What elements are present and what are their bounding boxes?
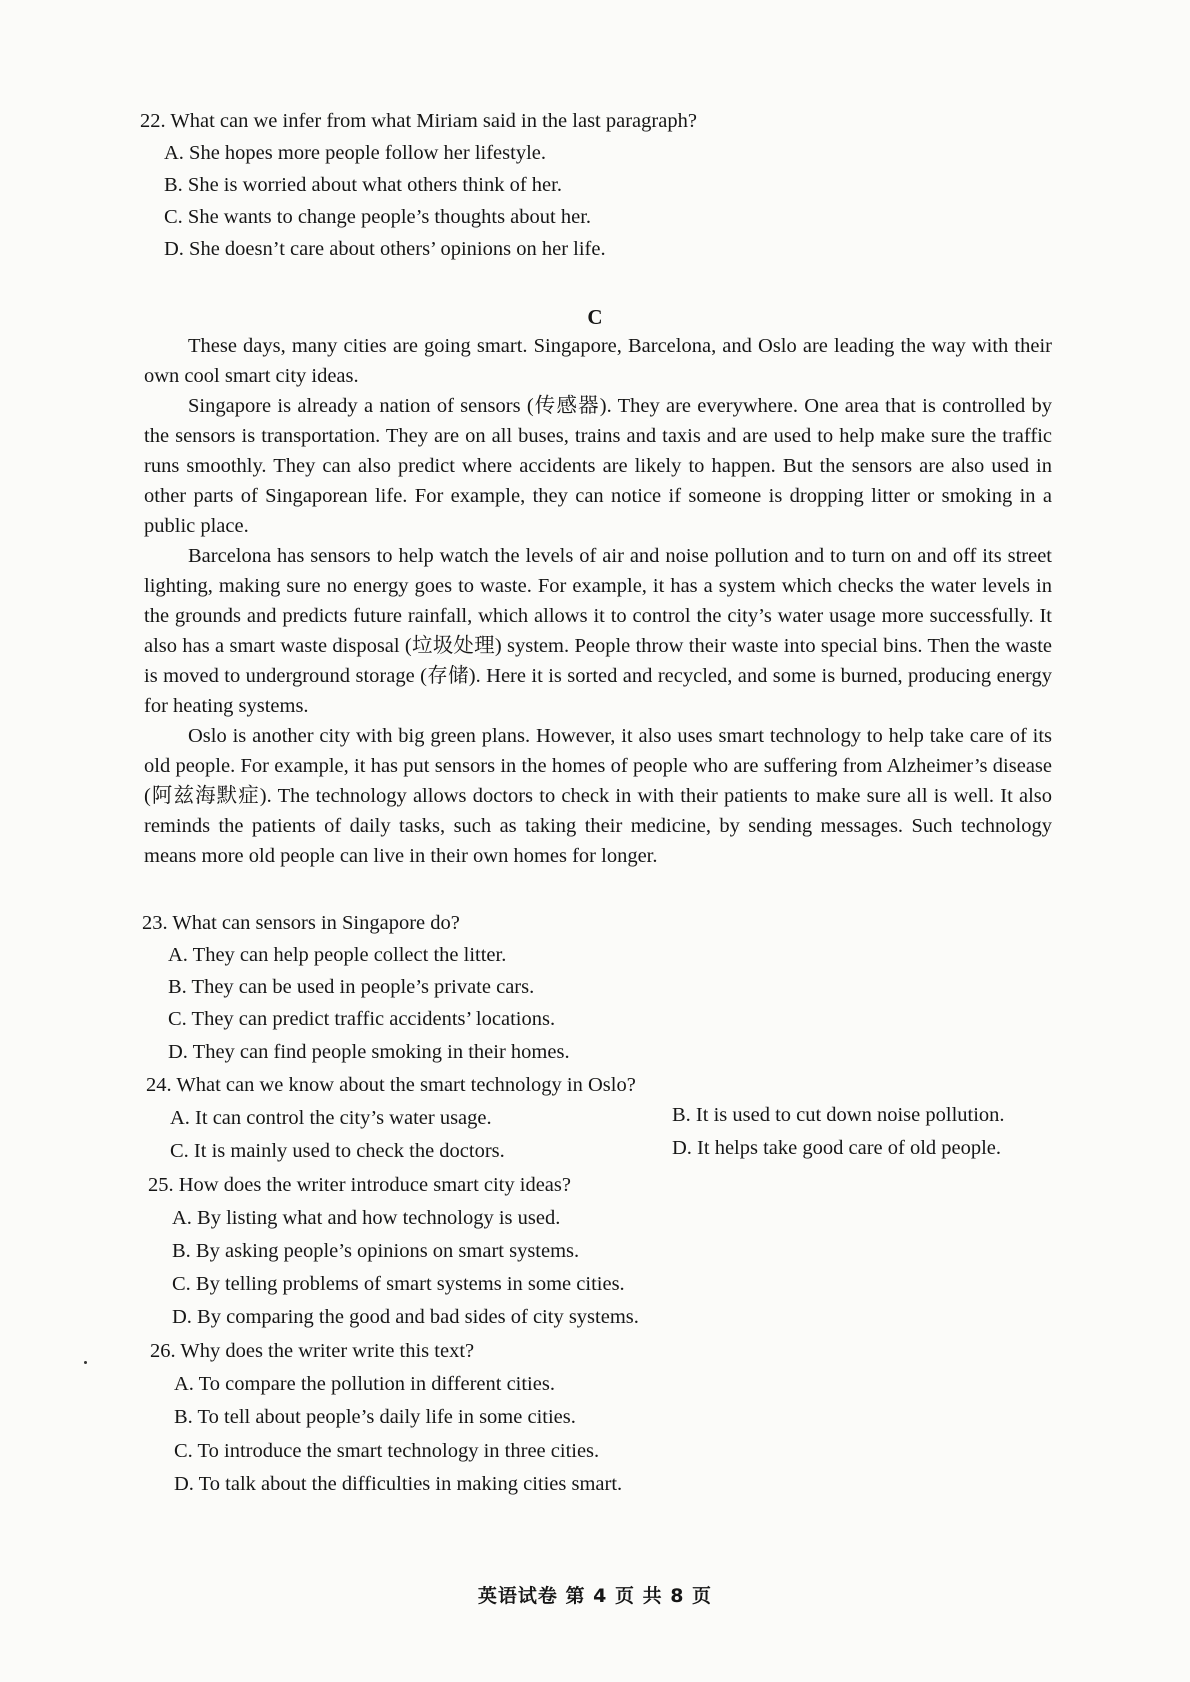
- question-25: 25. How does the writer introduce smart city ideas?: [148, 1174, 571, 1196]
- page-footer: 英语试卷 第 4 页 共 8 页: [477, 1585, 713, 1607]
- q24-option-c: C. It is mainly used to check the doctors.: [170, 1140, 505, 1162]
- q22-option-a: A. She hopes more people follow her lifestyle.: [164, 142, 547, 164]
- passage-paragraph-2: Singapore is already a nation of sensors (传感器). They are everywhere. One area that is controlled by the sensors is transportation. They are on all buses, trains and taxis and are used to help make sure the traffic runs smoothly. They can also predict where accidents are likely to happen. But the sensors are also used in other parts of Singaporean life. For example, they can notice if someone is dropping litter or smoking in a public place.: [144, 395, 1052, 537]
- q25-option-a: A. By listing what and how technology is used.: [172, 1207, 561, 1229]
- question-24: 24. What can we know about the smart technology in Oslo?: [146, 1074, 636, 1096]
- passage-paragraph-1: These days, many cities are going smart. Singapore, Barcelona, and Oslo are leading the way with their own cool smart city ideas.: [144, 335, 1052, 387]
- question-22: 22. What can we infer from what Miriam said in the last paragraph?: [140, 110, 697, 132]
- q26-option-d: D. To talk about the difficulties in making cities smart.: [174, 1473, 623, 1495]
- question-23: 23. What can sensors in Singapore do?: [142, 912, 460, 934]
- q23-option-a: A. They can help people collect the litter.: [168, 944, 507, 966]
- reading-passage: [144, 331, 1052, 871]
- q22-option-d: D. She doesn’t care about others’ opinions on her life.: [164, 238, 606, 260]
- q23-option-d: D. They can find people smoking in their homes.: [168, 1041, 570, 1063]
- q24-option-d: D. It helps take good care of old people.: [672, 1137, 1002, 1159]
- q25-option-b: B. By asking people’s opinions on smart systems.: [172, 1240, 580, 1262]
- question-26: 26. Why does the writer write this text?: [150, 1340, 475, 1362]
- q23-option-b: B. They can be used in people’s private cars.: [168, 976, 535, 998]
- q26-option-a: A. To compare the pollution in different cities.: [174, 1373, 555, 1395]
- passage-paragraph-3: Barcelona has sensors to help watch the levels of air and noise pollution and to turn on and off its street lighting, making sure no energy goes to waste. For example, it has a system which checks the water levels in the grounds and predicts future rainfall, which allows it to control the city’s water usage more successfully. It also has a smart waste disposal (垃圾处理) system. People throw their waste into special bins. Then the waste is moved to underground storage (存储). Here it is sorted and recycled, and some is burned, producing energy for heating systems.: [144, 545, 1052, 717]
- section-heading-c: C: [587, 305, 603, 329]
- q24-option-b: B. It is used to cut down noise pollution.: [672, 1104, 1005, 1126]
- q24-option-a: A. It can control the city’s water usage.: [170, 1107, 492, 1129]
- q25-option-d: D. By comparing the good and bad sides of city systems.: [172, 1306, 639, 1328]
- q22-option-c: C. She wants to change people’s thoughts about her.: [164, 206, 592, 228]
- q26-option-b: B. To tell about people’s daily life in some cities.: [174, 1406, 576, 1428]
- q22-option-b: B. She is worried about what others think of her.: [164, 174, 562, 196]
- passage-paragraph-4: Oslo is another city with big green plans. However, it also uses smart technology to help take care of its old people. For example, it has put sensors in the homes of people who are suffering from Alzheimer’s disease (阿兹海默症). The technology allows doctors to check in with their patients to make sure all is well. It also reminds the patients of daily tasks, such as taking their medicine, by sending messages. Such technology means more old people can live in their own homes for longer.: [144, 725, 1052, 867]
- q23-option-c: C. They can predict traffic accidents’ locations.: [168, 1008, 556, 1030]
- q26-option-c: C. To introduce the smart technology in three cities.: [174, 1440, 600, 1462]
- q25-option-c: C. By telling problems of smart systems in some cities.: [172, 1273, 625, 1295]
- stray-dot: [84, 1361, 87, 1364]
